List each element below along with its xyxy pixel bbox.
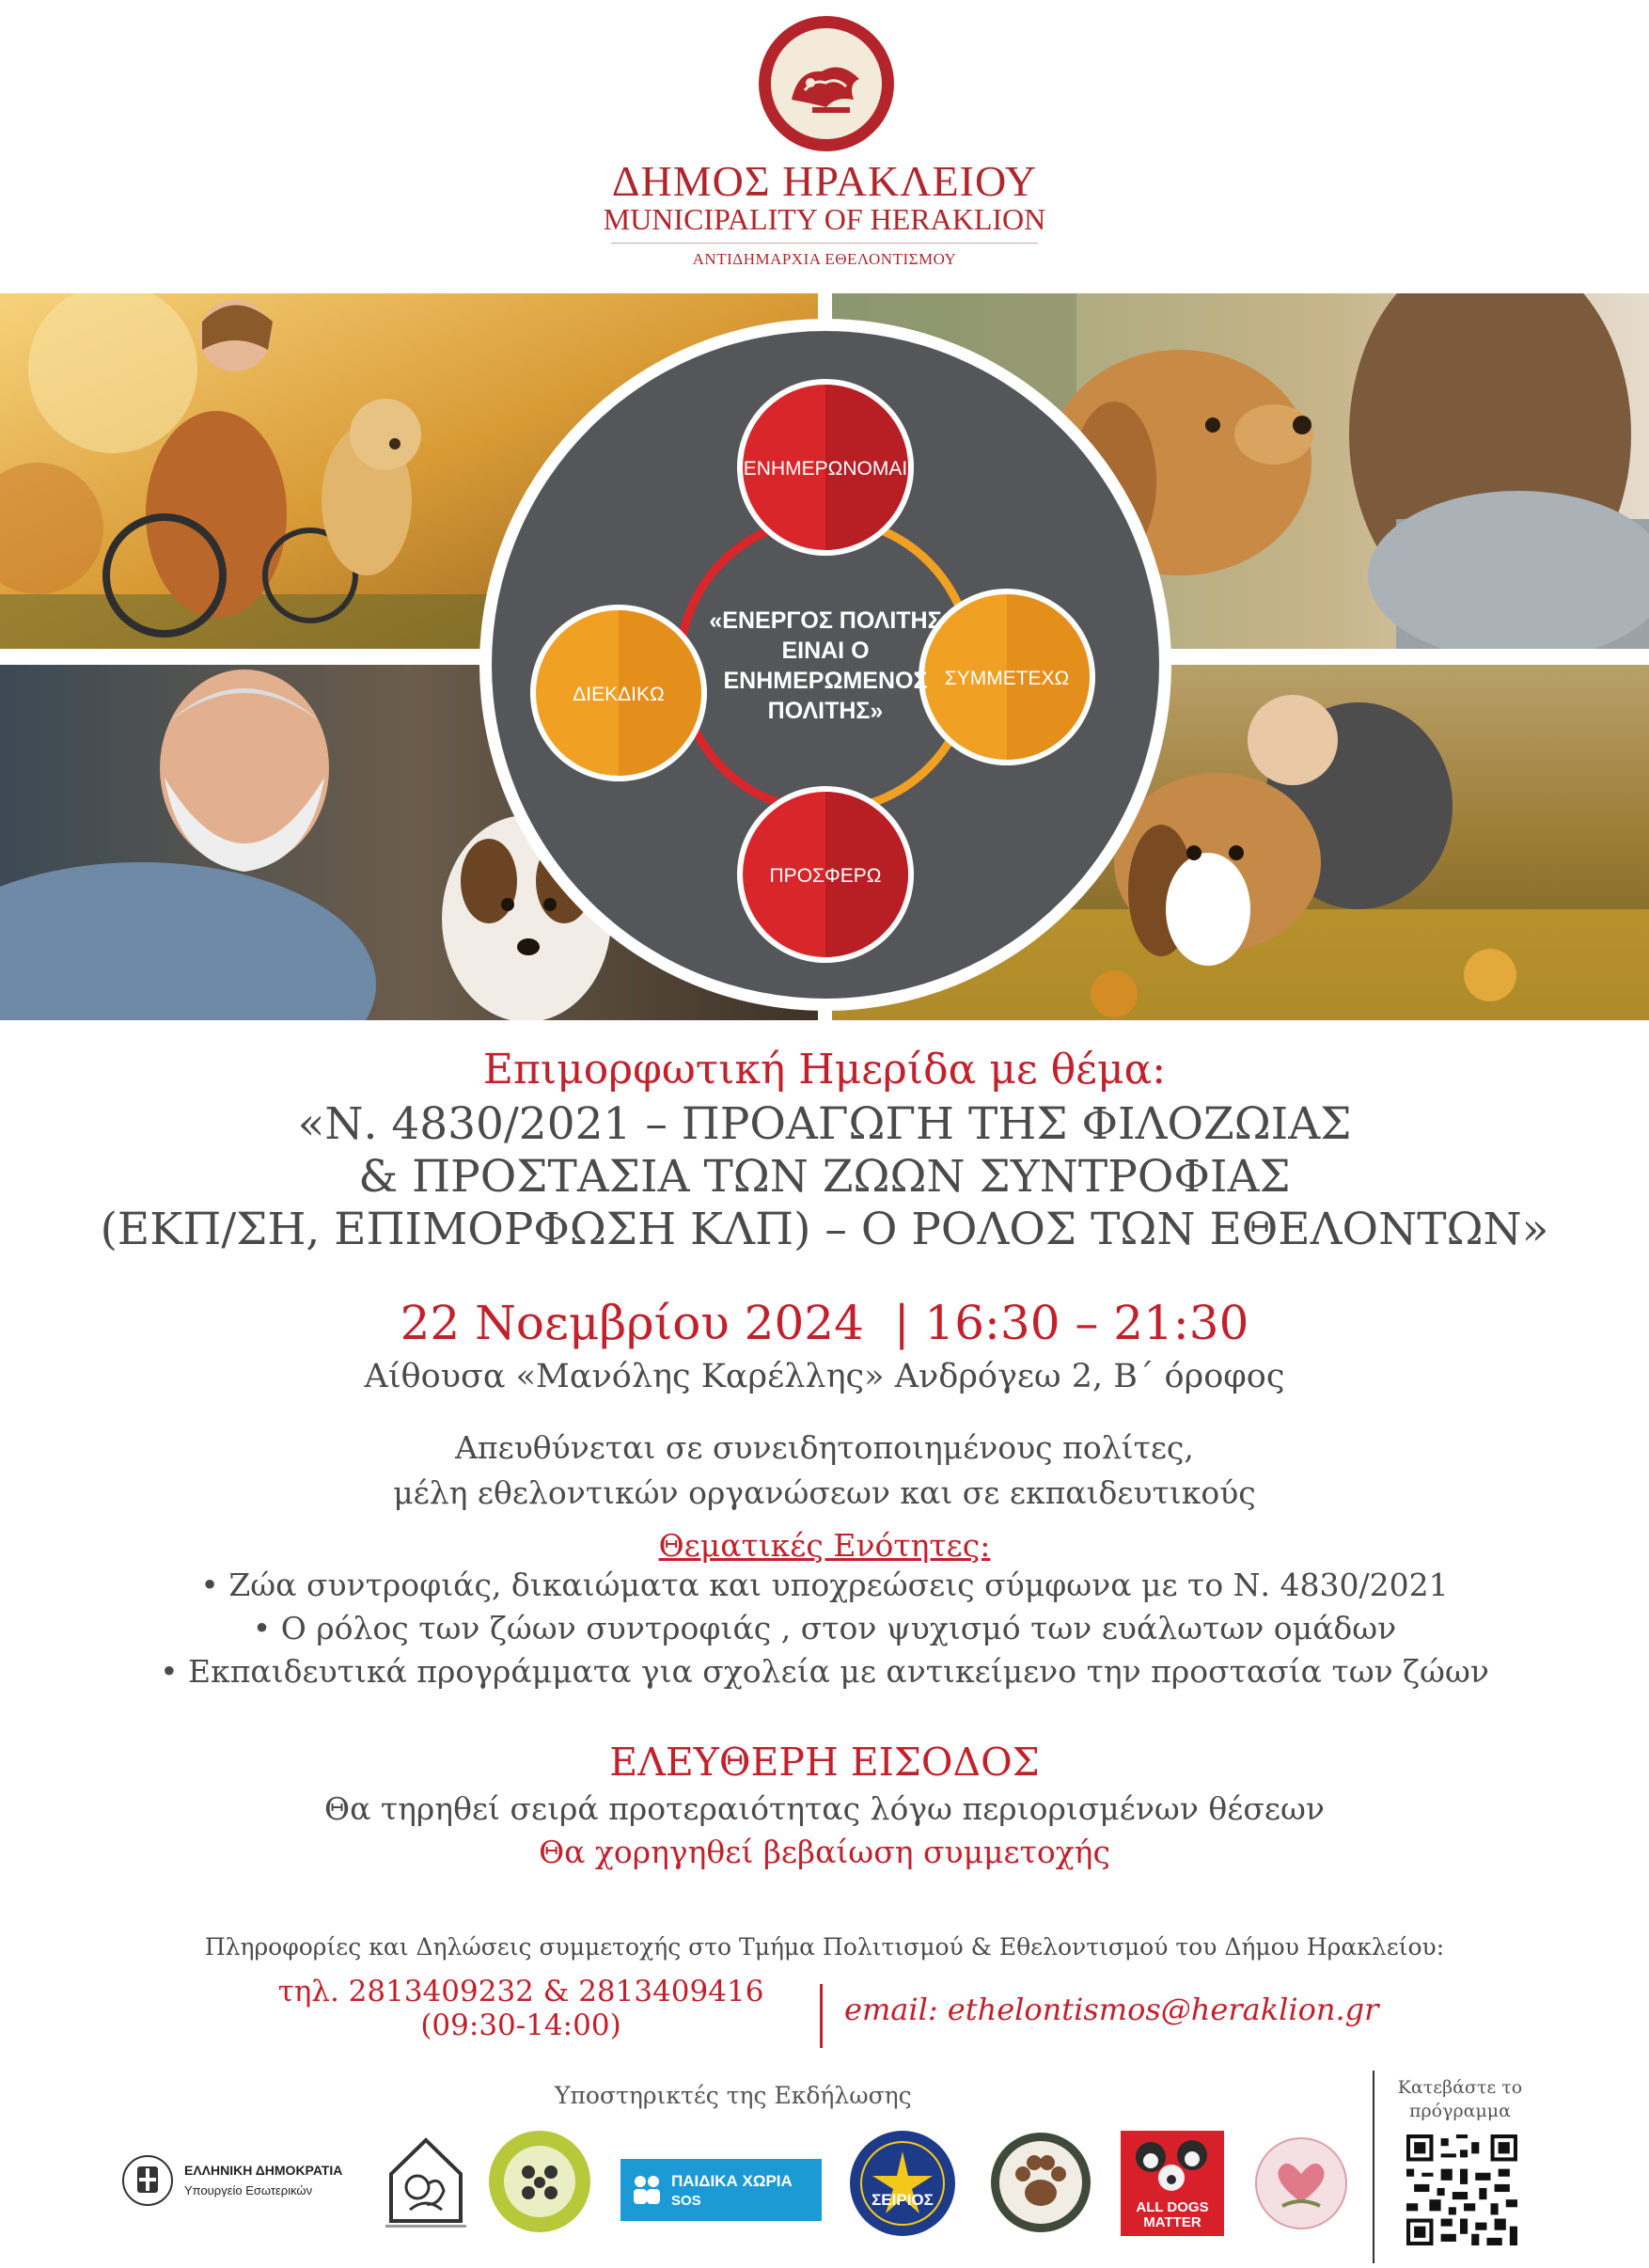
paws-association-icon: [487, 2129, 592, 2234]
contact-row: [0, 1975, 1649, 2050]
cycle-label-bottom: ΠΡΟΣΦΕΡΩ: [769, 865, 882, 887]
header-divider: [611, 243, 1038, 244]
cycle-center-line-4: ΠΟΛΙΤΗΣ»: [767, 698, 884, 724]
cycle-label-right: ΣΥΜΜΕΤΕΧΩ: [944, 668, 1070, 689]
cycle-label-left: ΔΙΕΚΔΙΚΩ: [573, 684, 665, 705]
cycle-center-line-3: ΕΝΗΜΕΡΩΜΕΝΟΣ: [723, 668, 928, 694]
cycle-node-bottom: [737, 786, 914, 963]
contact-separator: [820, 1984, 823, 2048]
sponsor-hellenic-republic: [120, 2153, 374, 2210]
contact-hours: (09:30-14:00): [420, 2008, 621, 2042]
hellenic-republic-label: ΕΛΛΗΝΙΚΗ ΔΗΜΟΚΡΑΤΙΑ: [184, 2163, 343, 2178]
qr-code-icon[interactable]: [1406, 2134, 1517, 2245]
municipality-seal-icon: [756, 13, 897, 154]
topic-item-1: • Ζώα συντροφιάς, δικαιώματα και υποχρεώσεις σύμφωνα με το Ν. 4830/2021: [200, 1567, 1449, 1603]
municipality-name-english: MUNICIPALITY OF HERAKLION: [603, 202, 1046, 236]
header: [0, 0, 1649, 293]
animal-welfare-house-icon: [382, 2131, 470, 2234]
sponsors-heading: Υποστηρικτές της Εκδήλωσης: [555, 2082, 912, 2109]
event-title-line-1: «Ν. 4830/2021 – ΠΡΟΑΓΩΓΗ ΤΗΣ ΦΙΛΟΖΩΙΑΣ: [297, 1098, 1352, 1150]
cycle-node-right: [919, 589, 1095, 765]
sponsor-all-dogs-matter: [1121, 2131, 1224, 2236]
contact-phones-block: [239, 1975, 803, 2042]
topic-item-2: • Ο ρόλος των ζώων συντροφιάς , στον ψυχισμό των ευάλωτων ομάδων: [252, 1610, 1397, 1646]
ministry-label: Υπουργείο Εσωτερικών: [184, 2183, 313, 2197]
qr-caption: Κατεβάστε το πρόγραμμα: [1397, 2077, 1523, 2121]
contact-info: Πληροφορίες και Δηλώσεις συμμετοχής στο Τμήμα Πολιτισμού & Εθελοντισμού του Δήμου Ηρακλείου:: [204, 1933, 1445, 1961]
cycle-center-line-1: «ΕΝΕΡΓΟΣ ΠΟΛΙΤΗΣ: [709, 607, 942, 634]
cycle-node-left: [530, 605, 707, 781]
certificate-note: Θα χορηγηθεί βεβαίωση συμμετοχής: [539, 1834, 1110, 1870]
sos-children-icon: [630, 2172, 664, 2206]
event-title-line-2: & ΠΡΟΣΤΑΣΙΑ ΤΩΝ ΖΩΩΝ ΣΥΝΤΡΟΦΙΑΣ: [358, 1151, 1291, 1203]
qr-divider: [1373, 2071, 1374, 2263]
topics-heading: Θεματικές Ενότητες:: [658, 1527, 991, 1564]
cycle-label-top: ΕΝΗΜΕΡΩΝΟΜΑΙ: [743, 458, 908, 480]
event-date-time: 22 Νοεμβρίου 2024 | 16:30 – 21:30: [400, 1296, 1249, 1350]
volunteer-heart-hand-icon: [1249, 2127, 1354, 2232]
active-citizen-cycle-diagram: [478, 312, 1173, 1017]
audience-line-2: μέλη εθελοντικών οργανώσεων και σε εκπαιδευτικούς: [393, 1474, 1256, 1511]
priority-note: Θα τηρηθεί σειρά προτεραιότητας λόγω περιορισμένων θέσεων: [324, 1790, 1325, 1827]
event-venue: Αίθουσα «Μανόλης Καρέλλης» Ανδρόγεω 2, Β΄ όροφος: [364, 1358, 1285, 1395]
hero-collage: [0, 293, 1649, 1020]
sos-tag-label: SOS: [671, 2193, 701, 2209]
seirios-label: ΣΕΙΡΙΟΣ: [872, 2191, 934, 2209]
topic-item-3: • Εκπαιδευτικά προγράμματα για σχολεία με αντικείμενο την προστασία των ζώων: [160, 1653, 1489, 1690]
dogs-faces-icon: [1128, 2136, 1217, 2193]
cycle-node-top: [737, 379, 914, 556]
all-dogs-matter-label: ALL DOGS MATTER: [1136, 2199, 1209, 2230]
audience-line-1: Απευθύνεται σε συνειδητοποιημένους πολίτες,: [455, 1429, 1194, 1466]
contact-email[interactable]: email: ethelontismos@heraklion.gr: [844, 1992, 1379, 2027]
department-name: ΑΝΤΙΔΗΜΑΡΧΙΑ ΕΘΕΛΟΝΤΙΣΜΟΥ: [692, 250, 957, 268]
municipality-name-greek: ΔΗΜΟΣ ΗΡΑΚΛΕΙΟΥ: [611, 157, 1038, 205]
cycle-center-line-2: ΕΙΝΑΙ Ο: [781, 638, 870, 664]
event-title-line-3: (ΕΚΠ/ΣΗ, ΕΠΙΜΟΡΦΩΣΗ ΚΛΠ) – Ο ΡΟΛΟΣ ΤΩΝ ΕΘΕΛΟΝΤΩΝ»: [100, 1204, 1549, 1255]
sponsor-seirios: [848, 2129, 957, 2238]
seirios-star-icon: [848, 2129, 957, 2238]
contact-phones: τηλ. 2813409232 & 2813409416: [277, 1975, 764, 2008]
sponsor-sos-villages: [620, 2159, 822, 2221]
sos-villages-label: ΠΑΙΔΙΚΑ ΧΩΡΙΑ: [671, 2172, 793, 2190]
paw-print-icon: [989, 2131, 1092, 2234]
event-intro: Επιμορφωτική Ημερίδα με θέμα:: [482, 1046, 1167, 1094]
greek-coat-of-arms-icon: [120, 2153, 175, 2208]
free-entry: ΕΛΕΥΘΕΡΗ ΕΙΣΟΔΟΣ: [609, 1740, 1040, 1785]
